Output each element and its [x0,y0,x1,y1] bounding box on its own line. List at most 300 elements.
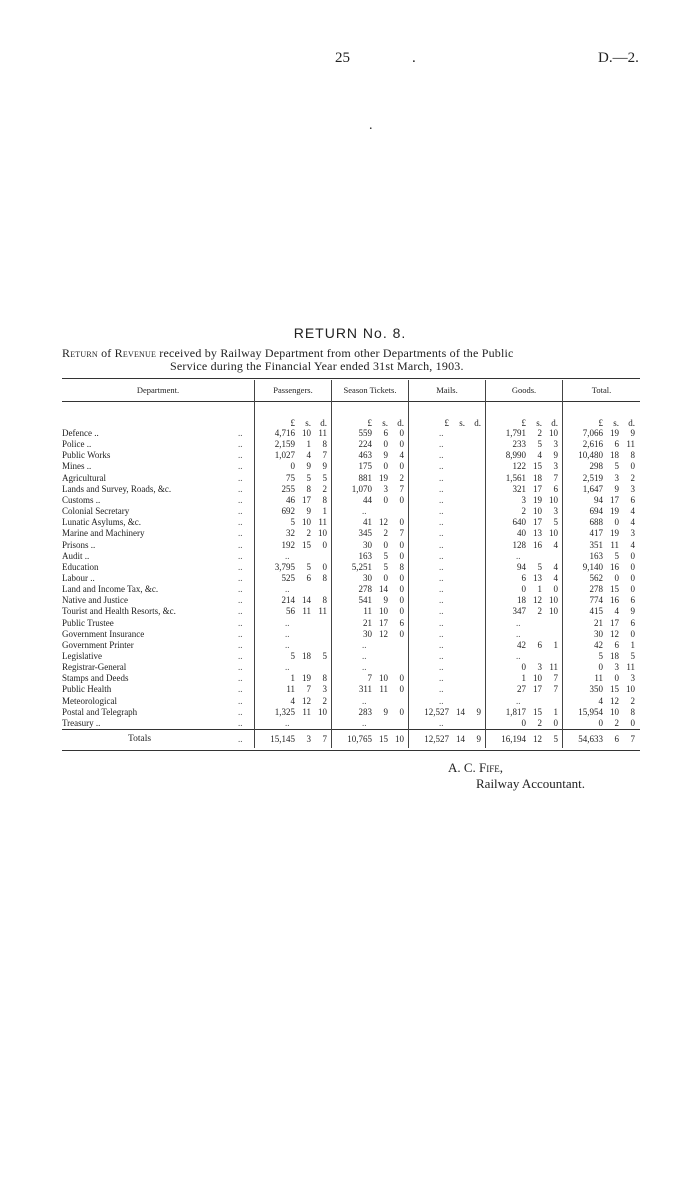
cell-tot-d: 9 [630,428,635,438]
cell-goo-d: 4 [553,562,558,572]
department-name: Mines .. [62,461,92,471]
cell-sea-s: 0 [383,540,388,550]
cell-goo-d: 7 [553,673,558,683]
empty-marker-mai: .. [439,595,444,605]
empty-marker-mai: .. [439,673,444,683]
cell-pas-d: 8 [322,595,327,605]
cell-tot-l: 562 [589,573,603,583]
cell-pas-d: 8 [322,495,327,505]
cell-pas-l: 5 [290,517,295,527]
cell-goo-s: 3 [537,662,542,672]
cell-goo-s: 4 [537,450,542,460]
cell-sea-d: 7 [399,528,404,538]
cell-goo-d: 1 [553,707,558,717]
row-end-dots: .. [238,684,243,694]
department-name: Public Trustee [62,618,114,628]
department-name: Labour .. [62,573,95,583]
cell-sea-l: 30 [363,540,372,550]
empty-marker-mai: .. [439,495,444,505]
cell-goo-s: 18 [533,473,542,483]
cell-pas-l: 0 [290,461,295,471]
empty-marker-sea: .. [362,662,367,672]
cell-pas-l: 4,716 [274,428,295,438]
cell-pas-l: 3,795 [274,562,295,572]
cell-goo-l: 1,791 [505,428,526,438]
cell-goo-l: 42 [517,640,526,650]
cell-pas-s: 10 [302,517,311,527]
header-mails: Mails. [436,385,458,395]
cell-goo-s: 10 [533,673,542,683]
cell-tot-l: 10,480 [578,450,603,460]
empty-marker-mai: .. [439,640,444,650]
col-divider-5 [562,380,563,748]
cell-goo-l: 16,194 [501,734,526,744]
cell-pas-s: 4 [306,450,311,460]
cell-goo-l: 40 [517,528,526,538]
cell-tot-d: 3 [630,528,635,538]
empty-marker-mai: .. [439,506,444,516]
empty-marker-pas: .. [285,584,290,594]
cell-tot-d: 10 [626,684,635,694]
empty-marker-mai: .. [439,551,444,561]
row-end-dots: .. [238,584,243,594]
cell-tot-s: 19 [610,428,619,438]
unit-goo-s: s. [536,418,542,428]
page-dot: . [412,50,416,66]
cell-pas-l: 75 [286,473,295,483]
cell-tot-d: 0 [630,584,635,594]
cell-tot-s: 0 [614,673,619,683]
row-end-dots: .. [238,606,243,616]
cell-tot-d: 3 [630,484,635,494]
department-name: Defence .. [62,428,99,438]
desc-of: of [97,346,115,360]
cell-tot-s: 16 [610,562,619,572]
cell-pas-l: 15,145 [270,734,295,744]
cell-goo-d: 6 [553,484,558,494]
empty-marker-mai: .. [439,540,444,550]
cell-pas-l: 1,325 [274,707,295,717]
cell-tot-l: 350 [589,684,603,694]
department-name: Postal and Telegraph [62,707,138,717]
cell-sea-s: 6 [383,428,388,438]
row-end-dots: .. [238,651,243,661]
totals-top-rule [62,729,640,730]
cell-sea-l: 5,251 [351,562,372,572]
cell-sea-d: 0 [399,540,404,550]
cell-pas-s: 19 [302,673,311,683]
unit-pas-d: d. [320,418,327,428]
cell-pas-l: 1 [290,673,295,683]
cell-pas-l: 5 [290,651,295,661]
cell-tot-d: 0 [630,551,635,561]
cell-goo-d: 7 [553,473,558,483]
document-reference: D.—2. [598,50,639,66]
empty-marker-goo: .. [516,696,521,706]
cell-pas-d: 11 [318,517,327,527]
cell-tot-d: 0 [630,573,635,583]
cell-mai-s: 14 [456,734,465,744]
cell-goo-l: 1,561 [505,473,526,483]
cell-tot-d: 4 [630,506,635,516]
cell-tot-l: 42 [594,640,603,650]
empty-marker-pas: .. [285,629,290,639]
cell-pas-d: 10 [318,528,327,538]
cell-sea-d: 0 [399,439,404,449]
cell-pas-s: 14 [302,595,311,605]
unit-tot-d: d. [628,418,635,428]
empty-marker-mai: .. [439,718,444,728]
cell-pas-l: 46 [286,495,295,505]
cell-tot-l: 694 [589,506,603,516]
cell-sea-l: 559 [358,428,372,438]
cell-sea-d: 0 [399,495,404,505]
cell-tot-s: 10 [610,707,619,717]
empty-marker-pas: .. [285,662,290,672]
row-end-dots: .. [238,673,243,683]
cell-sea-l: 175 [358,461,372,471]
empty-marker-mai: .. [439,651,444,661]
cell-pas-s: 3 [306,734,311,744]
cell-pas-d: 5 [322,651,327,661]
cell-sea-s: 2 [383,528,388,538]
cell-sea-d: 0 [399,673,404,683]
unit-tot-l: £ [598,418,603,428]
unit-mai-l: £ [444,418,449,428]
empty-marker-goo: .. [516,651,521,661]
cell-sea-l: 1,070 [351,484,372,494]
cell-sea-s: 15 [379,734,388,744]
cell-sea-l: 41 [363,517,372,527]
cell-tot-d: 6 [630,595,635,605]
cell-goo-s: 5 [537,439,542,449]
row-end-dots: .. [238,640,243,650]
cell-goo-l: 233 [512,439,526,449]
empty-marker-sea: .. [362,640,367,650]
cell-tot-s: 19 [610,506,619,516]
department-name: Marine and Machinery [62,528,145,538]
page-number: 25 [335,50,350,66]
empty-marker-pas: .. [285,640,290,650]
cell-pas-d: 11 [318,606,327,616]
table-top-rule [62,378,640,379]
cell-sea-l: 541 [358,595,372,605]
department-name: Legislative [62,651,102,661]
empty-marker-sea: .. [362,651,367,661]
cell-tot-d: 6 [630,618,635,628]
cell-goo-d: 10 [549,606,558,616]
empty-marker-mai: .. [439,517,444,527]
cell-goo-l: 3 [521,495,526,505]
cell-tot-l: 163 [589,551,603,561]
cell-sea-d: 0 [399,707,404,717]
cell-tot-l: 5 [598,651,603,661]
empty-marker-mai: .. [439,584,444,594]
cell-sea-d: 0 [399,551,404,561]
row-end-dots: .. [238,473,243,483]
unit-goo-d: d. [551,418,558,428]
row-end-dots: .. [238,662,243,672]
cell-pas-d: 2 [322,484,327,494]
cell-pas-s: 15 [302,540,311,550]
cell-goo-s: 16 [533,540,542,550]
cell-pas-l: 11 [286,684,295,694]
cell-tot-d: 1 [630,640,635,650]
cell-tot-s: 15 [610,684,619,694]
cell-pas-d: 8 [322,439,327,449]
cell-goo-d: 3 [553,439,558,449]
cell-sea-s: 17 [379,618,388,628]
header-season-tickets: Season Tickets. [343,385,397,395]
cell-goo-l: 640 [512,517,526,527]
cell-sea-d: 0 [399,606,404,616]
cell-sea-d: 0 [399,573,404,583]
cell-goo-d: 10 [549,595,558,605]
cell-goo-s: 13 [533,528,542,538]
cell-goo-l: 1 [521,673,526,683]
cell-goo-d: 4 [553,573,558,583]
cell-mai-d: 9 [476,707,481,717]
cell-sea-l: 7 [367,673,372,683]
department-name: Government Insurance [62,629,145,639]
cell-tot-s: 16 [610,595,619,605]
unit-sea-d: d. [397,418,404,428]
cell-tot-l: 54,633 [578,734,603,744]
cell-sea-l: 311 [358,684,372,694]
cell-tot-d: 0 [630,629,635,639]
department-name: Agricultural [62,473,106,483]
cell-tot-l: 0 [598,662,603,672]
cell-pas-d: 7 [322,450,327,460]
header-department: Department. [136,385,180,395]
cell-sea-d: 6 [399,618,404,628]
row-end-dots: .. [238,495,243,505]
department-name: Colonial Secretary [62,506,130,516]
cell-pas-l: 2,159 [274,439,295,449]
totals-dots: .. [238,734,243,744]
cell-mai-l: 12,527 [424,707,449,717]
cell-sea-l: 881 [358,473,372,483]
row-end-dots: .. [238,618,243,628]
cell-sea-l: 44 [363,495,372,505]
cell-pas-d: 5 [322,473,327,483]
cell-goo-d: 7 [553,684,558,694]
empty-marker-mai: .. [439,528,444,538]
cell-tot-d: 11 [626,439,635,449]
cell-tot-d: 8 [630,707,635,717]
cell-goo-l: 0 [521,584,526,594]
cell-goo-s: 12 [533,734,542,744]
cell-goo-s: 1 [537,584,542,594]
row-end-dots: .. [238,439,243,449]
cell-tot-s: 17 [610,618,619,628]
cell-sea-d: 0 [399,428,404,438]
header-goods: Goods. [511,385,537,395]
cell-sea-s: 12 [379,629,388,639]
cell-tot-l: 9,140 [582,562,603,572]
cell-tot-d: 0 [630,718,635,728]
cell-tot-d: 8 [630,450,635,460]
row-end-dots: .. [238,450,243,460]
cell-tot-s: 2 [614,718,619,728]
cell-goo-d: 3 [553,506,558,516]
cell-pas-l: 525 [281,573,295,583]
cell-goo-s: 17 [533,517,542,527]
cell-tot-s: 11 [610,540,619,550]
cell-goo-l: 2 [521,506,526,516]
cell-sea-d: 0 [399,461,404,471]
cell-tot-d: 4 [630,517,635,527]
cell-tot-s: 18 [610,450,619,460]
department-name: Land and Income Tax, &c. [62,584,159,594]
cell-goo-d: 1 [553,640,558,650]
row-end-dots: .. [238,595,243,605]
cell-pas-s: 6 [306,573,311,583]
department-name: Treasury .. [62,718,101,728]
cell-tot-l: 278 [589,584,603,594]
cell-pas-l: 692 [281,506,295,516]
empty-marker-goo: .. [516,551,521,561]
empty-marker-mai: .. [439,606,444,616]
cell-pas-l: 192 [281,540,295,550]
cell-tot-d: 2 [630,473,635,483]
cell-goo-l: 94 [517,562,526,572]
cell-tot-l: 2,616 [582,439,603,449]
row-end-dots: .. [238,428,243,438]
cell-goo-s: 19 [533,495,542,505]
cell-pas-s: 8 [306,484,311,494]
cell-tot-l: 351 [589,540,603,550]
cell-tot-s: 12 [610,629,619,639]
cell-pas-l: 32 [286,528,295,538]
empty-marker-mai: .. [439,696,444,706]
unit-pas-s: s. [305,418,311,428]
cell-tot-s: 4 [614,606,619,616]
cell-goo-s: 2 [537,718,542,728]
cell-goo-l: 128 [512,540,526,550]
row-end-dots: .. [238,506,243,516]
cell-pas-d: 3 [322,684,327,694]
desc-revenue-word: Revenue [114,346,157,360]
cell-pas-s: 9 [306,461,311,471]
signature-name: A. C. Fife, [448,760,504,775]
cell-goo-d: 4 [553,540,558,550]
row-end-dots: .. [238,461,243,471]
empty-marker-mai: .. [439,629,444,639]
cell-sea-s: 12 [379,517,388,527]
cell-pas-s: 9 [306,506,311,516]
cell-goo-s: 17 [533,684,542,694]
cell-sea-d: 0 [399,684,404,694]
cell-tot-l: 415 [589,606,603,616]
cell-tot-s: 6 [614,439,619,449]
cell-tot-s: 3 [614,662,619,672]
cell-tot-s: 6 [614,640,619,650]
desc-return-word: Return [62,346,98,360]
department-name: Lunatic Asylums, &c. [62,517,141,527]
cell-pas-l: 1,027 [274,450,295,460]
cell-tot-l: 15,954 [578,707,603,717]
department-name: Customs .. [62,495,101,505]
cell-tot-s: 15 [610,584,619,594]
department-name: Registrar-General [62,662,127,672]
cell-pas-l: 214 [281,595,295,605]
empty-marker-mai: .. [439,484,444,494]
empty-marker-pas: .. [285,551,290,561]
cell-tot-s: 18 [610,651,619,661]
cell-tot-d: 0 [630,562,635,572]
cell-sea-l: 11 [363,606,372,616]
cell-goo-l: 0 [521,662,526,672]
cell-sea-d: 0 [399,517,404,527]
desc-line1-rest: received by Railway Department from other Departments of the Public [156,346,514,360]
department-name: Public Works [62,450,111,460]
department-name: Prisons .. [62,540,96,550]
signature-title: Railway Accountant. [476,776,586,791]
unit-goo-l: £ [521,418,526,428]
cell-tot-l: 0 [598,718,603,728]
cell-tot-l: 298 [589,461,603,471]
cell-tot-l: 4 [598,696,603,706]
cell-sea-s: 0 [383,573,388,583]
cell-pas-d: 10 [318,707,327,717]
cell-pas-s: 5 [306,562,311,572]
cell-sea-s: 3 [383,484,388,494]
cell-sea-d: 0 [399,595,404,605]
empty-marker-goo: .. [516,629,521,639]
cell-goo-d: 3 [553,461,558,471]
col-divider-1 [254,380,255,748]
header-bottom-rule [62,401,640,402]
cell-tot-s: 12 [610,696,619,706]
cell-tot-s: 3 [614,473,619,483]
row-end-dots: .. [238,629,243,639]
empty-marker-mai: .. [439,573,444,583]
cell-sea-d: 2 [399,473,404,483]
cell-goo-l: 347 [512,606,526,616]
department-name: Tourist and Health Resorts, &c. [62,606,176,616]
row-end-dots: .. [238,484,243,494]
cell-pas-d: 0 [322,562,327,572]
cell-sea-s: 0 [383,461,388,471]
cell-mai-s: 14 [456,707,465,717]
cell-pas-s: 10 [302,428,311,438]
cell-pas-d: 11 [318,428,327,438]
cell-goo-s: 17 [533,484,542,494]
cell-goo-s: 15 [533,461,542,471]
cell-sea-s: 19 [379,473,388,483]
cell-sea-s: 14 [379,584,388,594]
col-divider-4 [485,380,486,748]
cell-goo-s: 2 [537,606,542,616]
cell-goo-l: 122 [512,461,526,471]
empty-marker-mai: .. [439,562,444,572]
cell-goo-l: 6 [521,573,526,583]
cell-pas-d: 8 [322,673,327,683]
cell-sea-l: 163 [358,551,372,561]
cell-sea-s: 9 [383,707,388,717]
cell-pas-s: 18 [302,651,311,661]
cell-sea-s: 10 [379,606,388,616]
cell-goo-d: 10 [549,428,558,438]
cell-pas-s: 11 [302,606,311,616]
cell-tot-s: 5 [614,461,619,471]
row-end-dots: .. [238,718,243,728]
empty-marker-mai: .. [439,684,444,694]
department-name: Audit .. [62,551,90,561]
cell-pas-d: 2 [322,696,327,706]
cell-tot-d: 7 [630,734,635,744]
